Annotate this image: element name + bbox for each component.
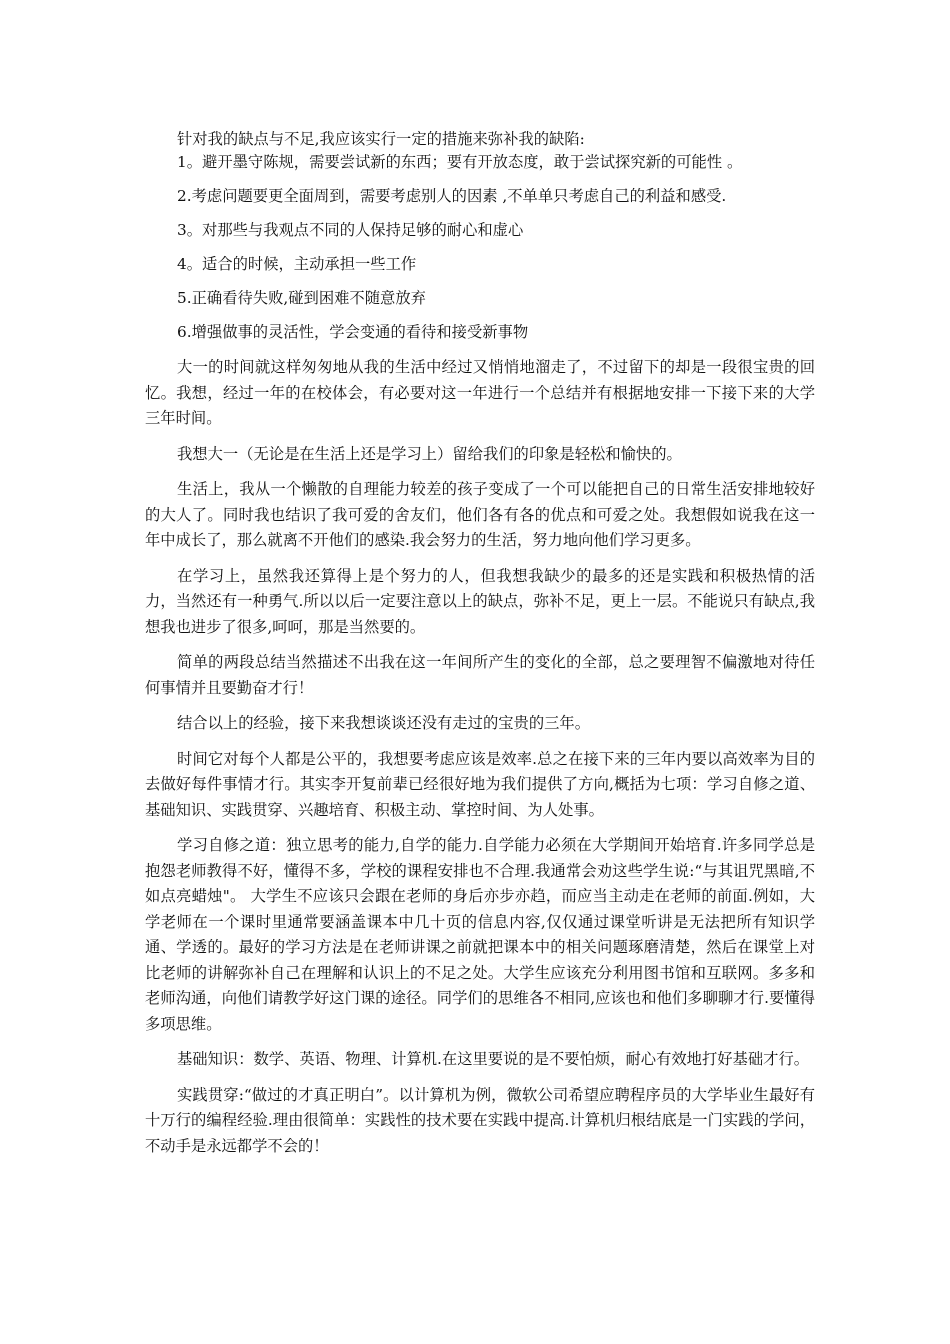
measure-item-2: 2.考虑问题要更全面周到，需要考虑别人的因素 ,不单单只考虑自己的利益和感受. [177, 187, 727, 205]
intro-line: 针对我的缺点与不足,我应该实行一定的措施来弥补我的缺陷: [177, 130, 585, 148]
measure-item-6: 6.增强做事的灵活性，学会变通的看待和接受新事物 [177, 323, 529, 341]
paragraph-study: 在学习上，虽然我还算得上是个努力的人，但我想我缺少的最多的还是实践和积极热情的活力，当然还有一种勇气.所以以后一定要注意以上的缺点，弥补不足，更上一层。不能说只有缺点,我想我也进步了很多,呵呵，那是当然要的。 [145, 566, 815, 636]
measure-item-1: 1。避开墨守陈规，需要尝试新的东西；要有开放态度，敢于尝试探究新的可能性 。 [177, 153, 743, 171]
measure-item-4: 4。适合的时候，主动承担一些工作 [177, 255, 417, 273]
paragraph-impression: 我想大一（无论是在生活上还是学习上）留给我们的印象是轻松和愉快的。 [177, 444, 682, 463]
paragraph-next-three-years: 结合以上的经验，接下来我想谈谈还没有走过的宝贵的三年。 [177, 714, 591, 732]
paragraph-basics: 基础知识：数学、英语、物理、计算机.在这里要说的是不要怕烦，耐心有效地打好基础才行。 [177, 1050, 810, 1068]
paragraph-summary: 简单的两段总结当然描述不出我在这一年间所产生的变化的全部，总之要理智不偏激地对待任何事情并且要勤奋才行！ [145, 653, 815, 697]
document-body [145, 128, 815, 1159]
paragraph-life: 生活上，我从一个懒散的自理能力较差的孩子变成了一个可以能把自己的日常生活安排地较好的大人了。同时我也结识了我可爱的舍友们，他们各有各的优点和可爱之处。我想假如说我在这一年中成长了，那么就离不开他们的感染.我会努力的生活，努力地向他们学习更多。 [145, 480, 815, 549]
paragraph-practice: 实践贯穿:“做过的才真正明白”。以计算机为例，微软公司希望应聘程序员的大学毕业生最好有十万行的编程经验.理由很简单：实践性的技术要在实践中提高.计算机归根结底是一门实践的学问，不动手是永远都学不会的！ [145, 1085, 815, 1155]
measure-item-3: 3。对那些与我观点不同的人保持足够的耐心和虚心 [177, 221, 524, 239]
paragraph-efficiency: 时间它对每个人都是公平的，我想要考虑应该是效率.总之在接下来的三年内要以高效率为目的去做好每件事情才行。其实李开复前辈已经很好地为我们提供了方向,概括为七项：学习自修之道、基础知识、实践贯穿、兴趣培育、积极主动、掌控时间、为人处事。 [145, 749, 815, 819]
measures-list [145, 151, 815, 344]
measure-item-5: 5.正确看待失败,碰到困难不随意放弃 [177, 289, 426, 307]
paragraph-freshman-year: 大一的时间就这样匆匆地从我的生活中经过又悄悄地溜走了，不过留下的却是一段很宝贵的回忆。我想，经过一年的在校体会，有必要对这一年进行一个总结并有根据地安排一下接下来的大学三年时间。 [145, 358, 815, 427]
paragraph-self-study: 学习自修之道：独立思考的能力,自学的能力.自学能力必须在大学期间开始培育.许多同学总是抱怨老师教得不好，懂得不多，学校的课程安排也不合理.我通常会劝这些学生说:“与其诅咒黑暗,不如点亮蜡烛"。 大学生不应该只会跟在老师的身后亦步亦趋，而应当主动走在老师的前面.例如，大学老师在一个课时里通常要涵盖课本中几十页的信息内容,仅仅通过课堂听讲是无法把所有知识学通、学透的。最好的学习方法是在老师讲课之前就把课本中的相关问题琢磨清楚，然后在课堂上对比老师的讲解弥补自己在理解和认识上的不足之处。大学生应该充分利用图书馆和互联网。多多和老师沟通，向他们请教学好这门课的途径。同学们的思维各不相同,应该也和他们多聊聊才行.要懂得多项思维。 [145, 836, 815, 1033]
